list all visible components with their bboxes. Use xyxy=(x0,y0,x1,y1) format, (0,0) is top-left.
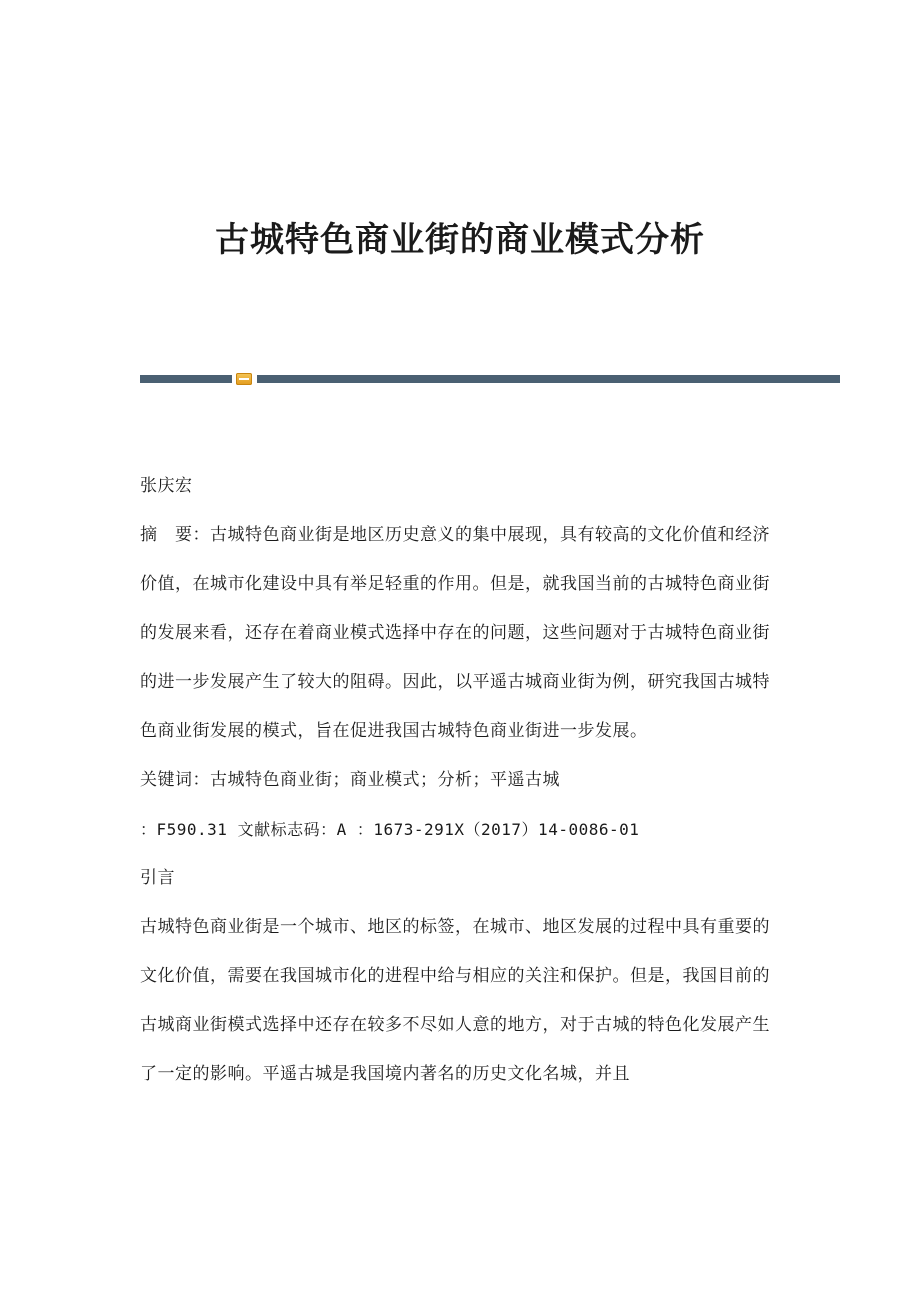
intro-paragraph: 古城特色商业街是一个城市、地区的标签，在城市、地区发展的过程中具有重要的文化价值，需要在我国城市化的进程中给与相应的关注和保护。但是，我国目前的古城商业街模式选择中还存在较多不尽如人意的地方，对于古城的特色化发展产生了一定的影响。平遥古城是我国境内著名的历史文化名城，并且 xyxy=(140,917,770,1084)
keywords-line: 关键词：古城特色商业街；商业模式；分析；平遥古城 xyxy=(140,770,560,790)
title-divider-right xyxy=(257,375,840,383)
classification-line: ：F590.31 文献标志码：A ：1673-291X（2017）14-0086-01 xyxy=(140,820,640,839)
intro-heading: 引言 xyxy=(140,868,175,888)
divider-ornament-icon xyxy=(236,373,252,385)
author-name: 张庆宏 xyxy=(140,476,193,496)
title-divider-left xyxy=(140,375,232,383)
document-title: 古城特色商业街的商业模式分析 xyxy=(215,220,705,260)
document-body xyxy=(140,462,780,1099)
abstract-paragraph: 摘 要：古城特色商业街是地区历史意义的集中展现，具有较高的文化价值和经济价值，在城市化建设中具有举足轻重的作用。但是，就我国当前的古城特色商业街的发展来看，还存在着商业模式选择中存在的问题，这些问题对于古城特色商业街的进一步发展产生了较大的阻碍。因此，以平遥古城商业街为例，研究我国古城特色商业街发展的模式，旨在促进我国古城特色商业街进一步发展。 xyxy=(140,525,770,741)
